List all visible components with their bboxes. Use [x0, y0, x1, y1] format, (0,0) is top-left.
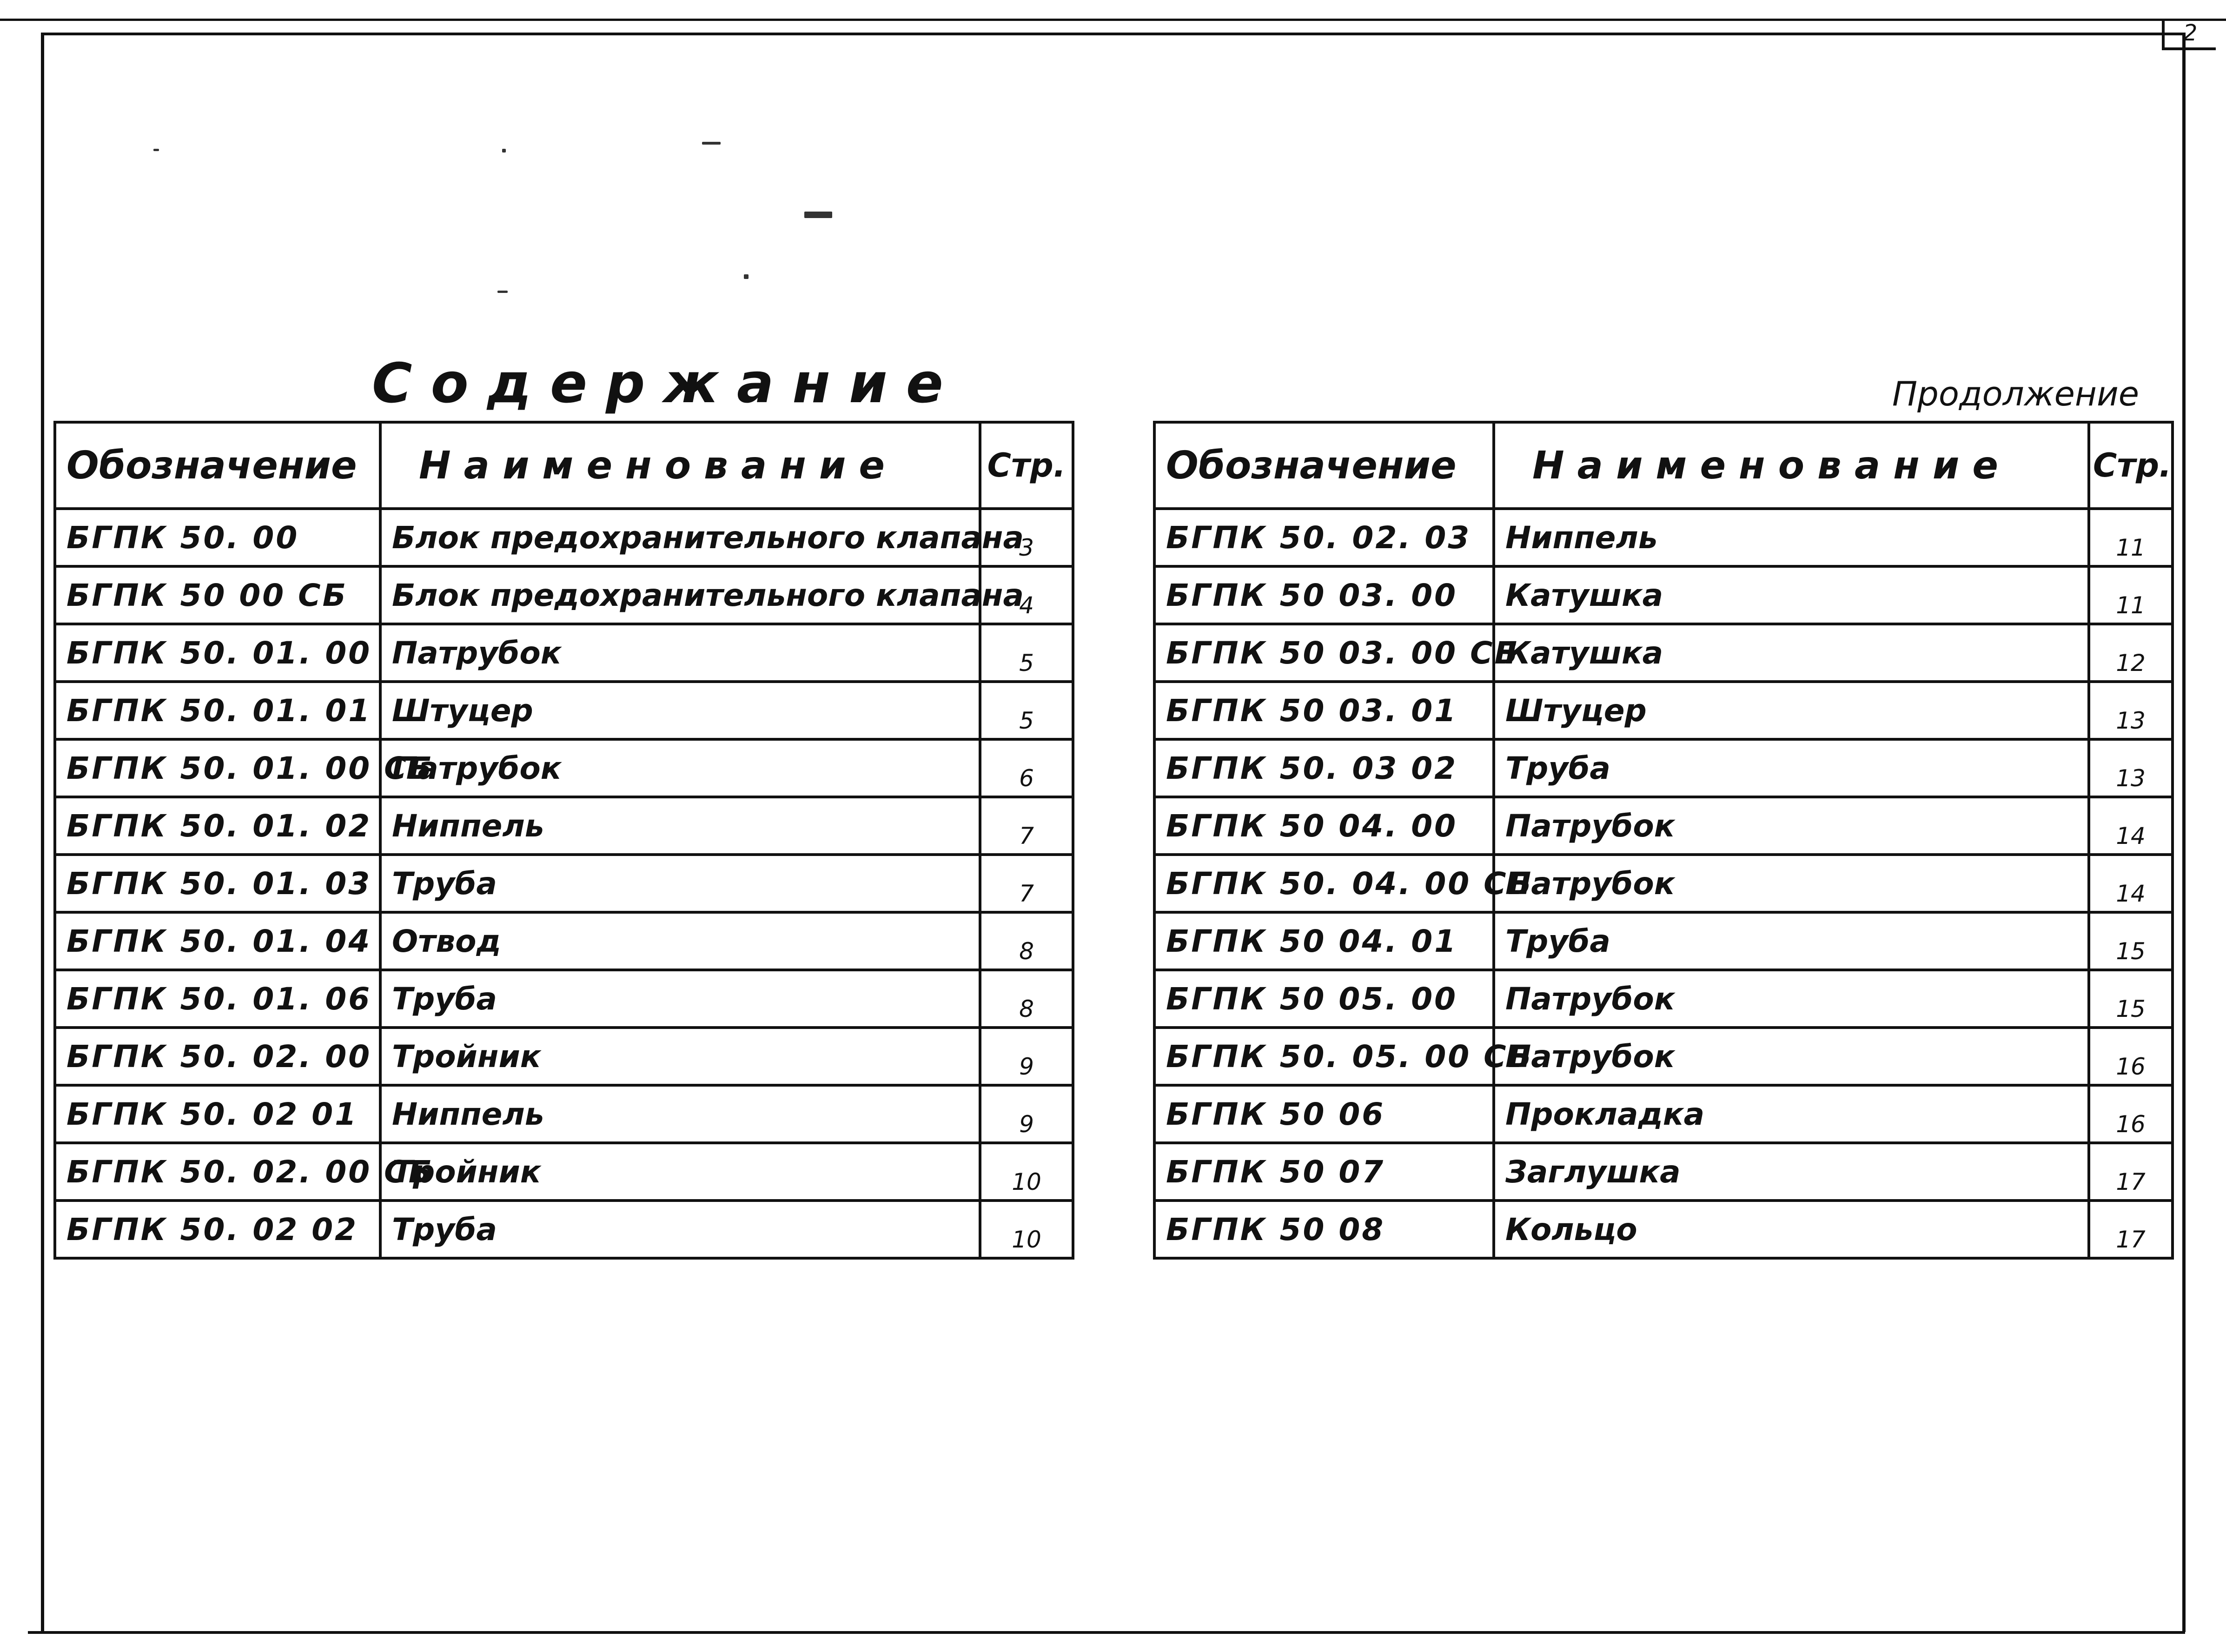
continuation-label: Продолжение [1892, 374, 2140, 413]
name-cell: Тройник [380, 1028, 980, 1085]
name-cell: Катушка [1494, 624, 2089, 682]
designation-cell: БГПК 50 05. 00 [1154, 970, 1494, 1028]
table-row [55, 624, 1073, 682]
header-page: Стр. [980, 422, 1073, 509]
designation-cell: БГПК 50 00 СБ [55, 566, 380, 624]
name-cell: Прокладка [1494, 1085, 2089, 1143]
table-row [55, 566, 1073, 624]
page-cell: 7 [980, 855, 1073, 912]
designation-cell: БГПК 50. 05. 00 СБ [1154, 1028, 1494, 1085]
page-cell: 14 [2089, 797, 2173, 855]
designation-cell: БГПК 50. 02 01 [55, 1085, 380, 1143]
frame-right-line [2182, 33, 2186, 1632]
table-header-row [55, 422, 1073, 509]
page-cell: 12 [2089, 624, 2173, 682]
designation-cell: БГПК 50. 01. 02 [55, 797, 380, 855]
scan-speck [744, 274, 749, 279]
designation-cell: БГПК 50. 01. 03 [55, 855, 380, 912]
designation-cell: БГПК 50. 00 [55, 509, 380, 566]
page-cell: 8 [980, 970, 1073, 1028]
table-row [1154, 797, 2173, 855]
frame-left-line [41, 33, 44, 1632]
page-cell: 3 [980, 509, 1073, 566]
page-cell: 11 [2089, 566, 2173, 624]
table-row [1154, 912, 2173, 970]
page-cell: 17 [2089, 1201, 2173, 1258]
name-cell: Заглушка [1494, 1143, 2089, 1201]
name-cell: Патрубок [1494, 1028, 2089, 1085]
page-cell: 8 [980, 912, 1073, 970]
designation-cell: БГПК 50. 01. 06 [55, 970, 380, 1028]
table-row [55, 1201, 1073, 1258]
name-cell: Труба [1494, 739, 2089, 797]
header-designation: Обозначение [1154, 422, 1494, 509]
name-cell: Ниппель [380, 1085, 980, 1143]
designation-cell: БГПК 50. 03 02 [1154, 739, 1494, 797]
name-cell: Патрубок [380, 739, 980, 797]
name-cell: Блок предохранительного клапана [380, 566, 980, 624]
page-cell: 5 [980, 624, 1073, 682]
name-cell: Патрубок [1494, 855, 2089, 912]
designation-cell: БГПК 50. 01. 04 [55, 912, 380, 970]
header-page: Стр. [2089, 422, 2173, 509]
header-name: Наименование [1494, 422, 2089, 509]
name-cell: Труба [380, 1201, 980, 1258]
designation-cell: БГПК 50 06 [1154, 1085, 1494, 1143]
table-row [1154, 509, 2173, 566]
table-row [1154, 566, 2173, 624]
table-row [1154, 739, 2173, 797]
table-row [1154, 682, 2173, 739]
header-designation: Обозначение [55, 422, 380, 509]
name-cell: Патрубок [1494, 970, 2089, 1028]
designation-cell: БГПК 50. 02. 03 [1154, 509, 1494, 566]
table-row [55, 797, 1073, 855]
table-row [55, 1085, 1073, 1143]
designation-cell: БГПК 50 04. 00 [1154, 797, 1494, 855]
table-row [55, 739, 1073, 797]
designation-cell: БГПК 50. 02. 00 СБ [55, 1143, 380, 1201]
table-row [55, 912, 1073, 970]
name-cell: Патрубок [1494, 797, 2089, 855]
page-cell: 15 [2089, 970, 2173, 1028]
name-cell: Катушка [1494, 566, 2089, 624]
scan-speck [502, 149, 506, 153]
designation-cell: БГПК 50. 01. 01 [55, 682, 380, 739]
table-row [1154, 855, 2173, 912]
name-cell: Штуцер [1494, 682, 2089, 739]
name-cell: Ниппель [1494, 509, 2089, 566]
name-cell: Ниппель [380, 797, 980, 855]
page-cell: 5 [980, 682, 1073, 739]
table-row [55, 509, 1073, 566]
page-cell: 9 [980, 1028, 1073, 1085]
page-cell: 13 [2089, 682, 2173, 739]
designation-cell: БГПК 50. 04. 00 СБ [1154, 855, 1494, 912]
frame-inner-top-line [42, 33, 2185, 35]
frame-bottom-line [28, 1631, 2185, 1634]
name-cell: Штуцер [380, 682, 980, 739]
designation-cell: БГПК 50. 02 02 [55, 1201, 380, 1258]
page-number: 2 [2162, 19, 2216, 50]
scan-speck [804, 212, 832, 218]
designation-cell: БГПК 50 07 [1154, 1143, 1494, 1201]
scan-speck [153, 149, 159, 151]
page-cell: 11 [2089, 509, 2173, 566]
page-cell: 10 [980, 1201, 1073, 1258]
table-row [55, 970, 1073, 1028]
table-row [1154, 1028, 2173, 1085]
page-cell: 10 [980, 1143, 1073, 1201]
table-row [55, 855, 1073, 912]
name-cell: Труба [1494, 912, 2089, 970]
table-row [1154, 970, 2173, 1028]
designation-cell: БГПК 50 08 [1154, 1201, 1494, 1258]
page-cell: 15 [2089, 912, 2173, 970]
designation-cell: БГПК 50. 02. 00 [55, 1028, 380, 1085]
page-cell: 9 [980, 1085, 1073, 1143]
name-cell: Патрубок [380, 624, 980, 682]
designation-cell: БГПК 50. 01. 00 [55, 624, 380, 682]
name-cell: Кольцо [1494, 1201, 2089, 1258]
table-row [1154, 1201, 2173, 1258]
scan-speck [702, 142, 721, 145]
table-row [55, 1028, 1073, 1085]
page-cell: 6 [980, 739, 1073, 797]
contents-table-left [53, 421, 1074, 1260]
sheet-title: Содержание [372, 351, 962, 415]
table-row [1154, 1085, 2173, 1143]
designation-cell: БГПК 50 04. 01 [1154, 912, 1494, 970]
page-cell: 16 [2089, 1085, 2173, 1143]
designation-cell: БГПК 50 03. 01 [1154, 682, 1494, 739]
page-cell: 16 [2089, 1028, 2173, 1085]
frame-top-line [0, 19, 2226, 21]
name-cell: Отвод [380, 912, 980, 970]
name-cell: Блок предохранительного клапана [380, 509, 980, 566]
name-cell: Труба [380, 855, 980, 912]
designation-cell: БГПК 50 03. 00 [1154, 566, 1494, 624]
table-header-row [1154, 422, 2173, 509]
table-row [55, 1143, 1073, 1201]
designation-cell: БГПК 50. 01. 00 СБ [55, 739, 380, 797]
name-cell: Тройник [380, 1143, 980, 1201]
page-cell: 7 [980, 797, 1073, 855]
header-name: Наименование [380, 422, 980, 509]
contents-table-right [1153, 421, 2174, 1260]
page-cell: 14 [2089, 855, 2173, 912]
table-row [55, 682, 1073, 739]
page-cell: 17 [2089, 1143, 2173, 1201]
page-cell: 13 [2089, 739, 2173, 797]
table-row [1154, 624, 2173, 682]
name-cell: Труба [380, 970, 980, 1028]
designation-cell: БГПК 50 03. 00 СБ [1154, 624, 1494, 682]
table-row [1154, 1143, 2173, 1201]
scan-speck [497, 291, 508, 293]
page-cell: 4 [980, 566, 1073, 624]
